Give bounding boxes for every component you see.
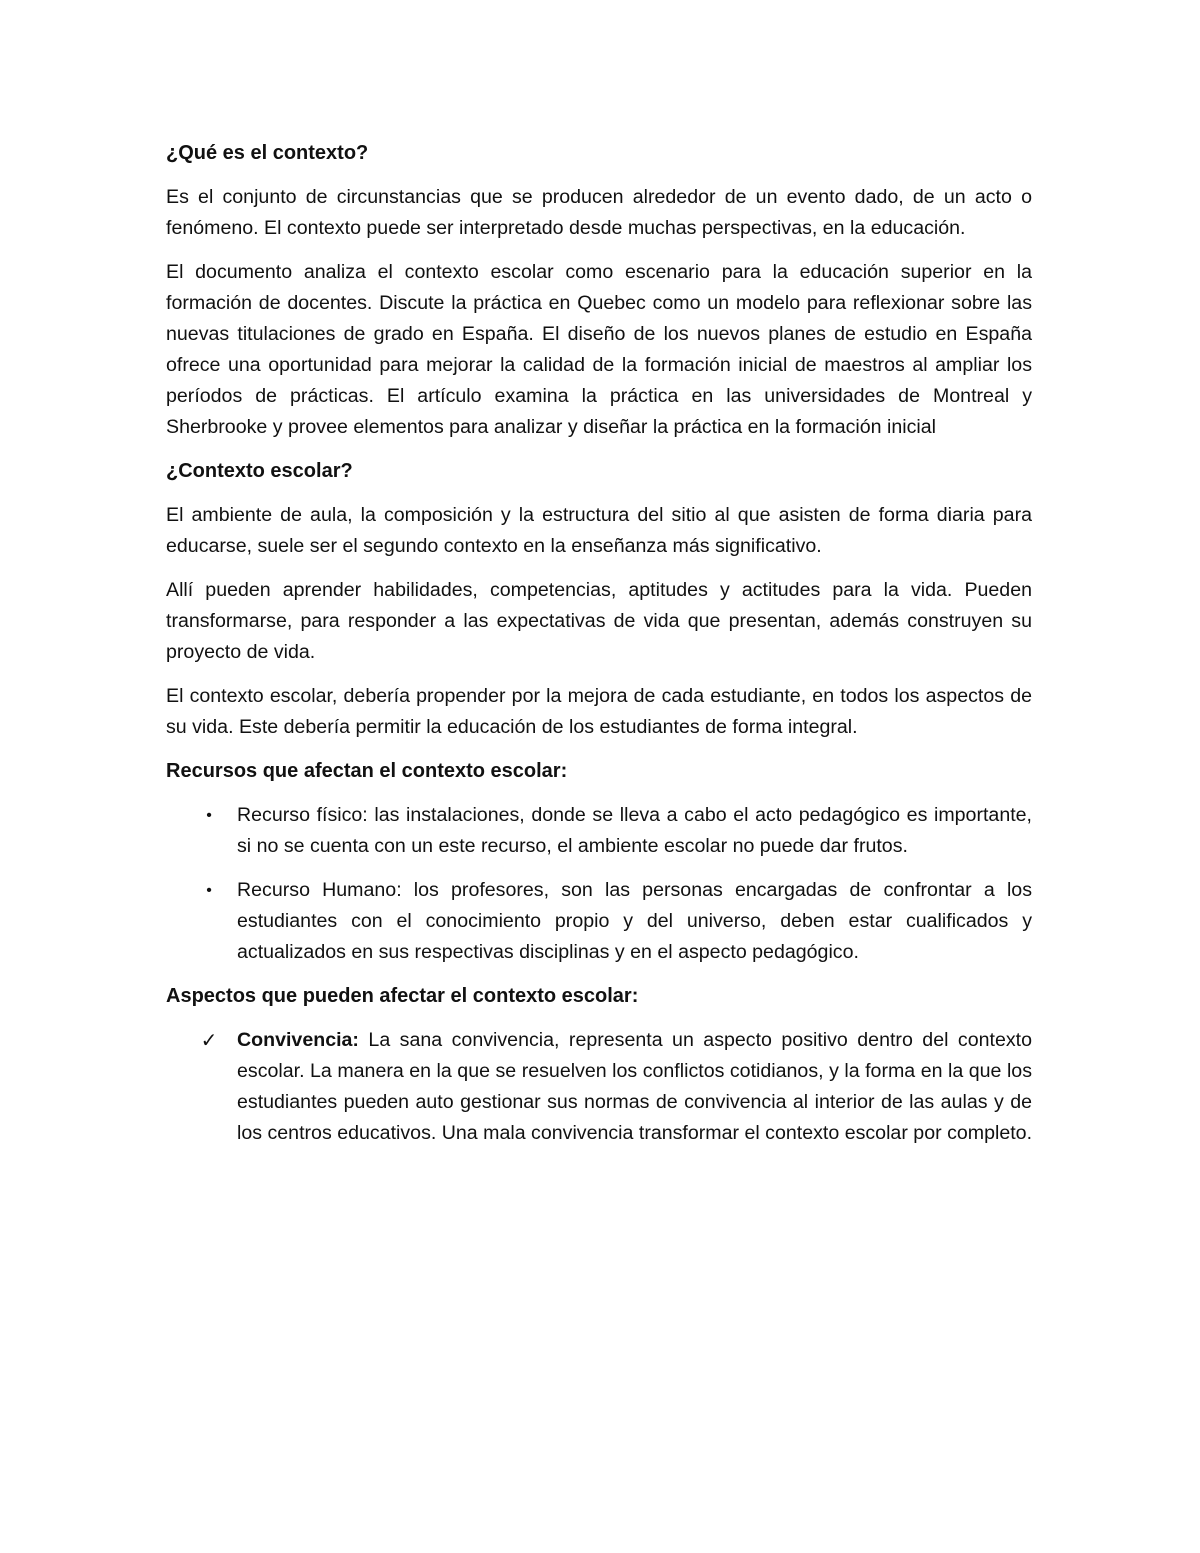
heading-resources: Recursos que afectan el contexto escolar: bbox=[166, 760, 568, 782]
paragraph-classroom-environment: El ambiente de aula, la composición y la estructura del sitio al que asisten de forma diaria para educarse, suele ser el segundo contexto en la enseñanza más significativo. bbox=[166, 504, 1032, 557]
paragraph-school-context-improvement: El contexto escolar, debería propender por la mejora de cada estudiante, en todos los aspectos de su vida. Este debería permitir la educación de los estudiantes de forma integral. bbox=[166, 685, 1032, 738]
paragraph-context-definition: Es el conjunto de circunstancias que se producen alrededor de un evento dado, de un acto o fenómeno. El contexto puede ser interpretado desde muchas perspectivas, en la educación. bbox=[166, 186, 1032, 239]
bullet-icon: • bbox=[206, 807, 212, 824]
list-item-text: Recurso físico: las instalaciones, donde se lleva a cabo el acto pedagógico es importante, si no se cuenta con un este recurso, el ambiente escolar no puede dar frutos. bbox=[237, 804, 1032, 857]
aspect-description: La sana convivencia, representa un aspecto positivo dentro del contexto escolar. La manera en la que se resuelven los conflictos cotidianos, y la forma en la que los estudiantes pueden auto gestionar sus normas de convivencia al interior de las aulas y de los centros educativos. Una mala convivencia transformar el contexto escolar por completo. bbox=[237, 1029, 1033, 1144]
aspects-check-list bbox=[166, 1025, 1032, 1149]
document-body bbox=[166, 138, 1032, 1162]
list-item-coexistence bbox=[166, 1025, 1032, 1149]
checkmark-icon: ✓ bbox=[200, 1028, 218, 1052]
heading-school-context: ¿Contexto escolar? bbox=[166, 460, 353, 482]
paragraph-document-analysis: El documento analiza el contexto escolar como escenario para la educación superior en la formación de docentes. Discute la práctica en Quebec como un modelo para reflexionar sobre las nuevas titulaciones de grado en España. El diseño de los nuevos planes de estudio en España ofrece una oportunidad para mejorar la calidad de la formación inicial de maestros al ampliar los períodos de prácticas. El artículo examina la práctica en las universidades de Montreal y Sherbrooke y provee elementos para analizar y diseñar la práctica en la formación inicial bbox=[166, 261, 1032, 438]
list-item-human-resource bbox=[166, 875, 1032, 968]
bullet-icon: • bbox=[206, 882, 212, 899]
paragraph-learning-skills: Allí pueden aprender habilidades, competencias, aptitudes y actitudes para la vida. Pueden transformarse, para responder a las expectativas de vida que presentan, además construyen su proyecto de vida. bbox=[166, 579, 1032, 663]
heading-what-is-context: ¿Qué es el contexto? bbox=[166, 142, 369, 164]
resources-bullet-list bbox=[166, 800, 1032, 968]
list-item-text: Recurso Humano: los profesores, son las personas encargadas de confrontar a los estudiantes con el conocimiento propio y del universo, deben estar cualificados y actualizados en sus respectivas disciplinas y en el aspecto pedagógico. bbox=[237, 879, 1032, 963]
aspect-term: Convivencia: bbox=[237, 1029, 359, 1051]
list-item-physical-resource bbox=[166, 800, 1032, 862]
heading-aspects: Aspectos que pueden afectar el contexto escolar: bbox=[166, 985, 639, 1007]
